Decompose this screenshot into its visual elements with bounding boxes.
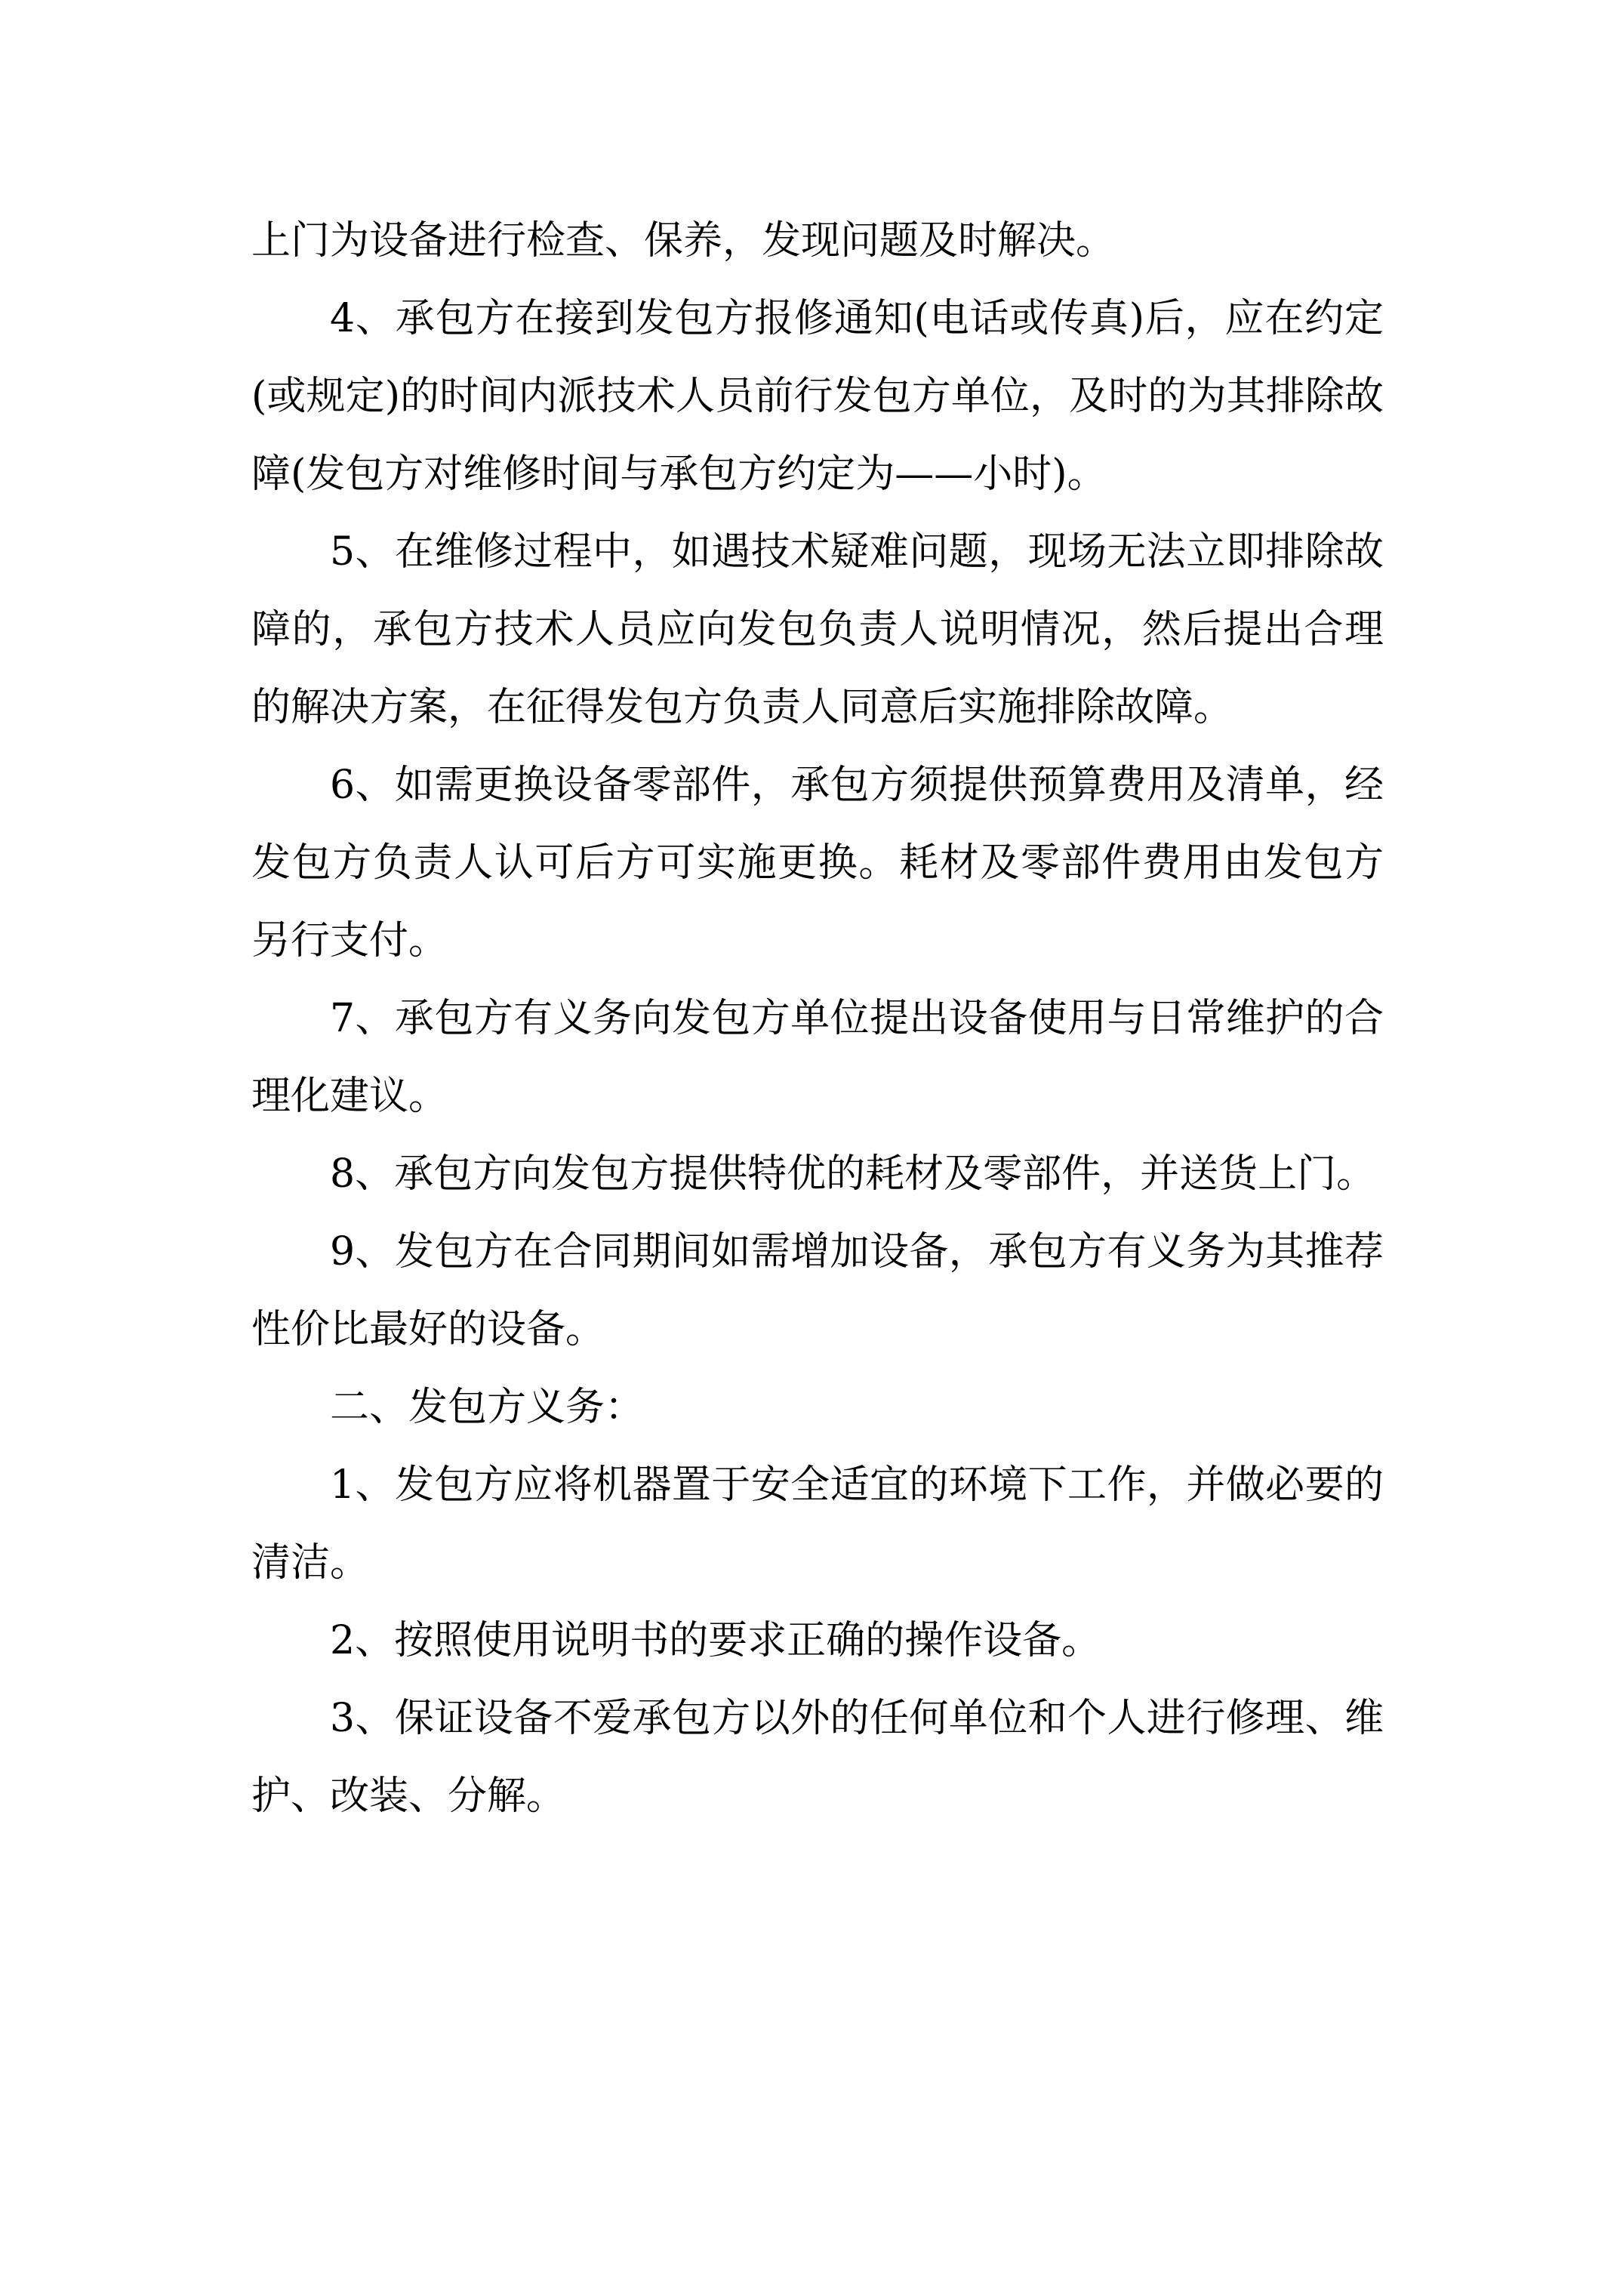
document-body: [251, 202, 1384, 1835]
paragraph-continuation: 上门为设备进行检查、保养，发现问题及时解决。: [251, 218, 1116, 264]
paragraph-item-9: 9、发包方在合同期间如需增加设备，承包方有义务为其推荐性价比最好的设备。: [251, 1229, 1384, 1352]
paragraph-client-item-1: 1、发包方应将机器置于安全适宜的环境下工作，并做必要的清洁。: [251, 1462, 1384, 1586]
paragraph-client-item-2: 2、按照使用说明书的要求正确的操作设备。: [330, 1618, 1101, 1663]
section-heading-client-obligations: 二、发包方义务：: [330, 1385, 645, 1430]
paragraph-item-4: 4、承包方在接到发包方报修通知(电话或传真)后，应在约定(或规定)的时间内派技术人员前行发包方单位，及时的为其排除故障(发包方对维修时间与承包方约定为——小时)。: [251, 296, 1384, 497]
paragraph-item-7: 7、承包方有义务向发包方单位提出设备使用与日常维护的合理化建议。: [251, 996, 1384, 1119]
paragraph-item-8: 8、承包方向发包方提供特优的耗材及零部件，并送货上门。: [330, 1151, 1376, 1197]
paragraph-item-5: 5、在维修过程中，如遇技术疑难问题，现场无法立即排除故障的，承包方技术人员应向发包负责人说明情况，然后提出合理的解决方案，在征得发包方负责人同意后实施排除故障。: [251, 529, 1384, 730]
paragraph-item-6: 6、如需更换设备零部件，承包方须提供预算费用及清单，经发包方负责人认可后方可实施更换。耗材及零部件费用由发包方另行支付。: [251, 763, 1384, 963]
paragraph-client-item-3: 3、保证设备不爱承包方以外的任何单位和个人进行修理、维护、改装、分解。: [251, 1696, 1384, 1819]
